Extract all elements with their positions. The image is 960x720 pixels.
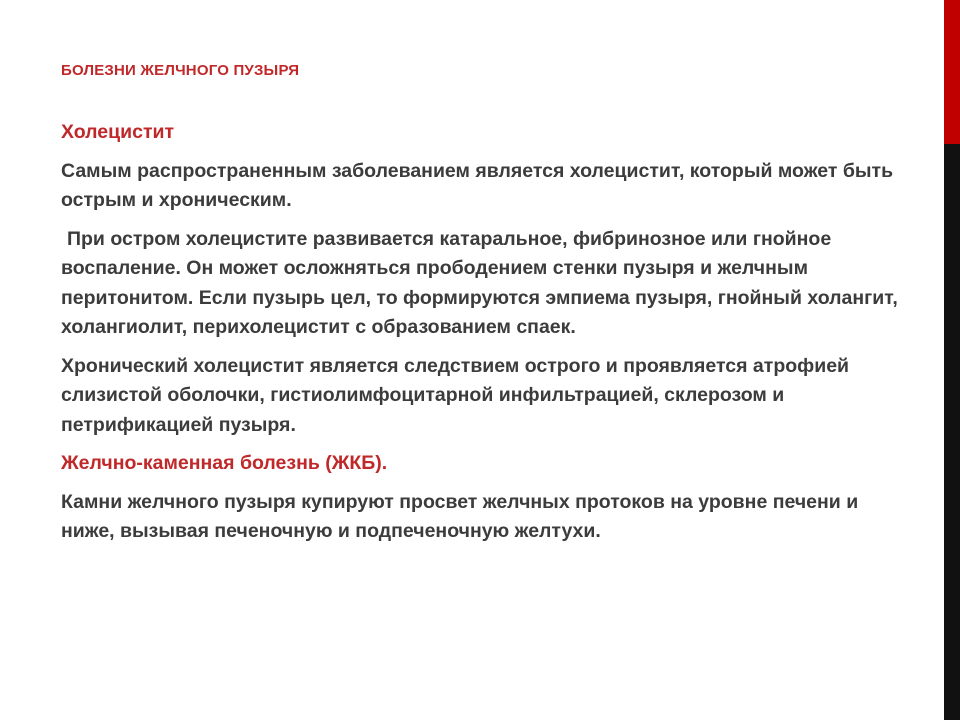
paragraph-intro: Самым распространенным заболеванием является холецистит, который может быть острым и хроническим. xyxy=(61,159,894,211)
side-accent-bar-dark xyxy=(944,144,960,720)
side-accent-bar-red xyxy=(944,0,960,144)
section-heading-cholecystitis: Холецистит xyxy=(61,121,175,143)
paragraph-chronic: Хронический холецистит является следствием острого и проявляется атрофией слизистой оболочки, гистиолимфоцитарной инфильтрацией, склерозом и петрификацией пузыря. xyxy=(61,354,850,436)
slide-content xyxy=(61,118,901,556)
slide-title: БОЛЕЗНИ ЖЕЛЧНОГО ПУЗЫРЯ xyxy=(61,62,300,79)
section-heading-gallstone-disease: Желчно-каменная болезнь (ЖКБ). xyxy=(61,452,388,474)
paragraph-acute: При остром холецистите развивается катаральное, фибринозное или гнойное воспаление. Он может осложняться прободением стенки пузыря и желчным перитонитом. Если пузырь цел, то формируются эмпиема пузыря, гнойный холангит, холангиолит, перихолецистит с образованием спаек. xyxy=(61,227,898,338)
paragraph-gallstones: Камни желчного пузыря купируют просвет желчных протоков на уровне печени и ниже, вызывая печеночную и подпеченочную желтухи. xyxy=(61,490,859,542)
